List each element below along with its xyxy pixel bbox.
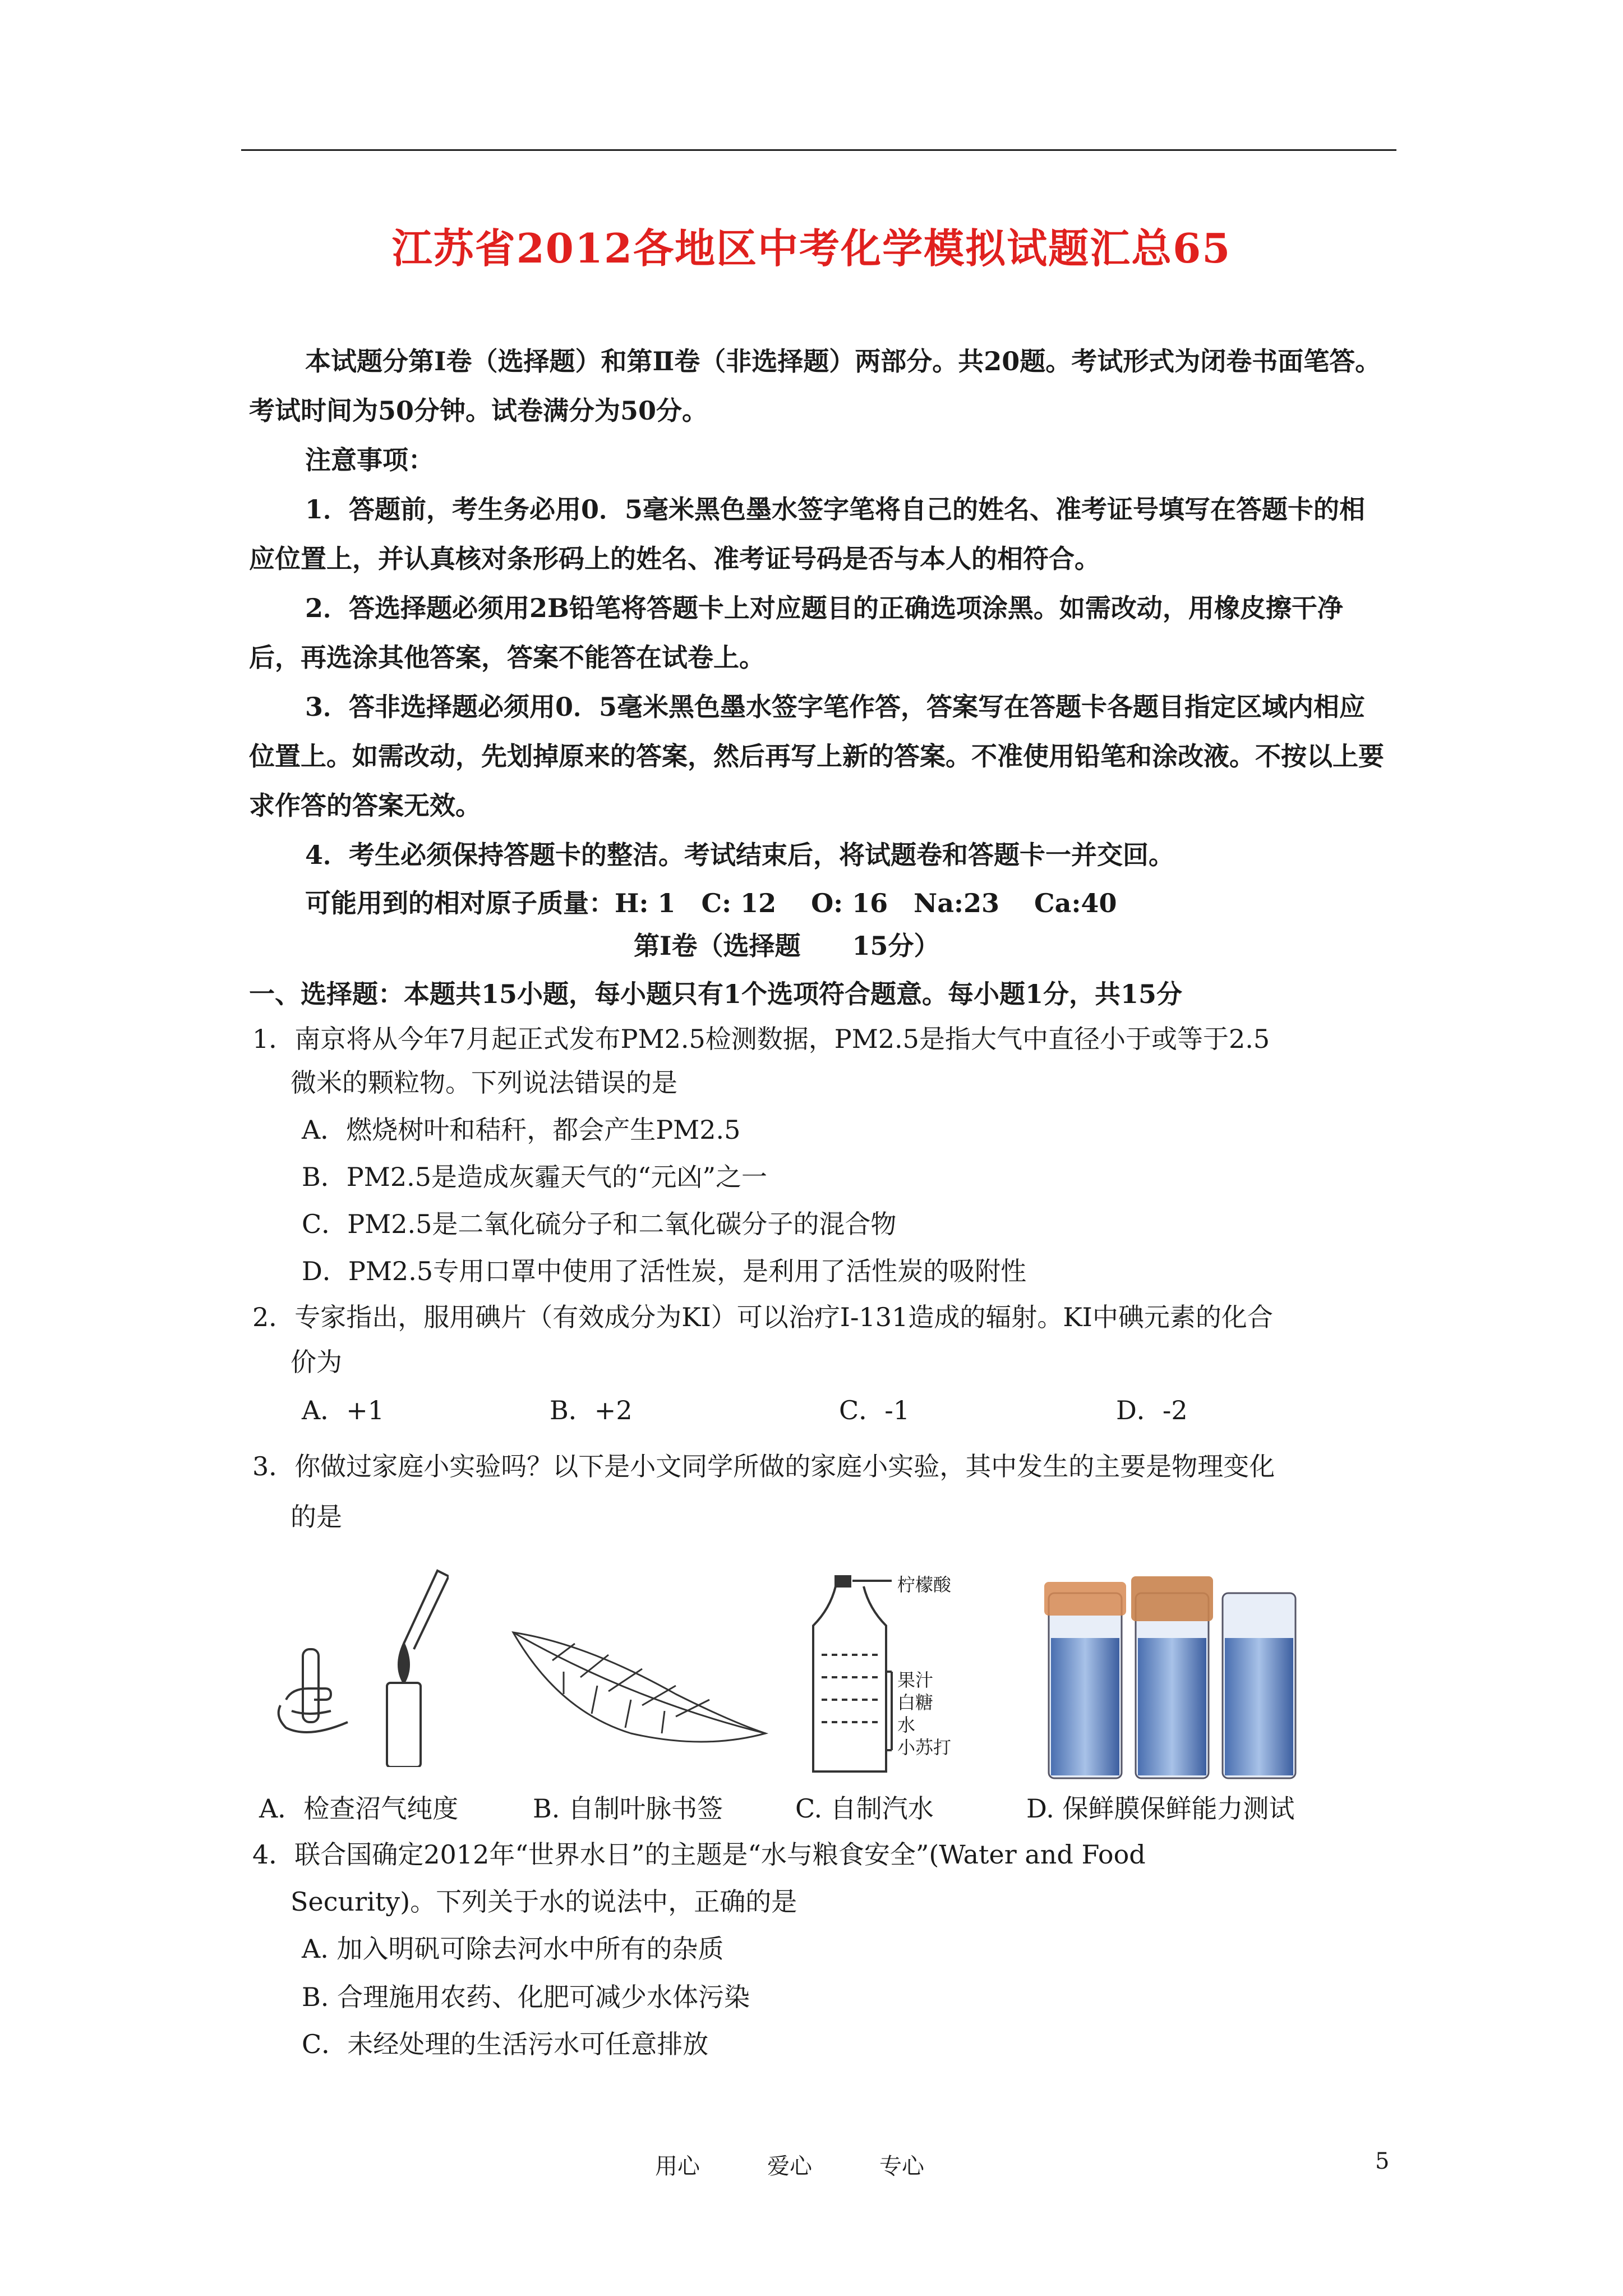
notice-item-1: 1．答题前，考生务必用0．5毫米黑色墨水签字笔将自己的姓名、准考证号填写在答题卡的相应位置上，并认真核对条形码上的姓名、准考证号码是否与本人的相符合。 bbox=[249, 494, 1366, 574]
three-glasses-figure bbox=[1038, 1576, 1318, 1784]
question-3-option-d: D. 保鲜膜保鲜能力测试 bbox=[1026, 1793, 1295, 1824]
page-number: 5 bbox=[1375, 2148, 1390, 2174]
bottle-label-citric-acid: 柠檬酸 bbox=[897, 1574, 952, 1595]
bottle-label-water: 水 bbox=[897, 1714, 916, 1736]
question-2-option-c: C．-1 bbox=[839, 1395, 910, 1425]
question-1-option-b: B．PM2.5是造成灰霾天气的“元凶”之一 bbox=[302, 1162, 768, 1192]
bottle-label-juice: 果汁 bbox=[897, 1669, 934, 1691]
question-2-option-b: B．+2 bbox=[550, 1395, 633, 1425]
question-1-option-a: A．燃烧树叶和秸秆，都会产生PM2.5 bbox=[302, 1115, 741, 1145]
notice-heading: 注意事项： bbox=[305, 445, 434, 475]
section-part-heading: 一、选择题：本题共15小题，每小题只有1个选项符合题意。每小题1分，共15分 bbox=[249, 979, 1183, 1009]
footer-motto-1: 用心 bbox=[655, 2154, 700, 2179]
question-4-stem-cont: Security)。下列关于水的说法中，正确的是 bbox=[291, 1887, 797, 1917]
question-3-stem-cont: 的是 bbox=[291, 1502, 342, 1532]
leaf-vein-figure bbox=[508, 1621, 771, 1756]
intro-paragraph: 本试题分第Ⅰ卷（选择题）和第Ⅱ卷（非选择题）两部分。共20题。考试形式为闭卷书面笔答。考试时间为50分钟。试卷满分为50分。 bbox=[249, 346, 1381, 426]
bottle-label-baking-soda: 小苏打 bbox=[897, 1737, 952, 1758]
atomic-mass-line: 可能用到的相对原子质量：H: 1 C: 12 O: 16 Na:23 Ca:40 bbox=[305, 888, 1117, 918]
question-2-option-d: D．-2 bbox=[1116, 1395, 1188, 1425]
question-3-stem: 3．你做过家庭小实验吗？以下是小文同学所做的家庭小实验，其中发生的主要是物理变化 bbox=[252, 1451, 1275, 1481]
question-3-option-b: B. 自制叶脉书签 bbox=[533, 1793, 723, 1824]
question-3-option-a: A．检查沼气纯度 bbox=[259, 1793, 459, 1824]
notice-item-3: 3．答非选择题必须用0．5毫米黑色墨水签字笔作答，答案写在答题卡各题目指定区域内相应位置上。如需改动，先划掉原来的答案，然后再写上新的答案。不准使用铅笔和涂改液。不按以上要求作答的答案无效。 bbox=[249, 692, 1384, 821]
notice-item-4: 4．考生必须保持答题卡的整洁。考试结束后，将试题卷和答题卡一并交回。 bbox=[305, 840, 1175, 870]
notice-item-2: 2．答选择题必须用2B铅笔将答题卡上对应题目的正确选项涂黑。如需改动，用橡皮擦干净后，再选涂其他答案，答案不能答在试卷上。 bbox=[249, 593, 1343, 673]
section-title: 第Ⅰ卷（选择题 15分） bbox=[634, 931, 940, 961]
question-1-option-c: C．PM2.5是二氧化硫分子和二氧化碳分子的混合物 bbox=[302, 1209, 897, 1239]
header-rule bbox=[241, 149, 1396, 151]
question-2-stem-cont: 价为 bbox=[291, 1347, 342, 1377]
question-3-option-c: C. 自制汽水 bbox=[795, 1793, 934, 1824]
question-4-stem: 4．联合国确定2012年“世界水日”的主题是“水与粮食安全”(Water and Food bbox=[252, 1839, 1146, 1870]
bottle-label-sugar: 白糖 bbox=[897, 1692, 934, 1713]
footer-motto-3: 专心 bbox=[879, 2154, 924, 2179]
question-4-option-b: B. 合理施用农药、化肥可减少水体污染 bbox=[302, 1982, 750, 2012]
question-1-stem: 1．南京将从今年7月起正式发布PM2.5检测数据，PM2.5是指大气中直径小于或等于2.5 bbox=[252, 1024, 1270, 1054]
footer-motto-2: 爱心 bbox=[767, 2154, 812, 2179]
question-4-option-a: A. 加入明矾可除去河水中所有的杂质 bbox=[302, 1934, 724, 1964]
document-title: 江苏省2012各地区中考化学模拟试题汇总65 bbox=[391, 224, 1232, 272]
question-2-stem: 2．专家指出，服用碘片（有效成分为KI）可以治疗I-131造成的辐射。KI中碘元素的化合 bbox=[252, 1302, 1273, 1332]
test-tube-candle-figure bbox=[269, 1565, 449, 1767]
question-1-stem-cont: 微米的颗粒物。下列说法错误的是 bbox=[291, 1068, 677, 1098]
question-2-option-a: A．+1 bbox=[302, 1395, 385, 1425]
question-1-option-d: D．PM2.5专用口罩中使用了活性炭，是利用了活性炭的吸附性 bbox=[302, 1256, 1027, 1286]
question-4-option-c: C．未经处理的生活污水可任意排放 bbox=[302, 2029, 709, 2059]
